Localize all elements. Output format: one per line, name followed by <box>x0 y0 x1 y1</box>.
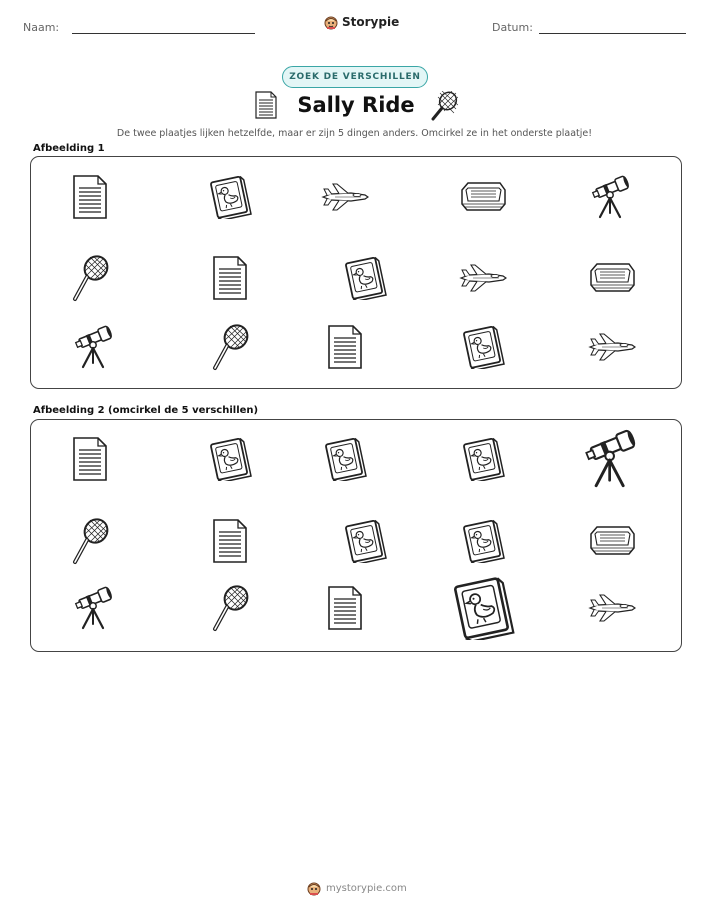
document-icon <box>326 585 364 631</box>
picture2-duck-book-cell[interactable] <box>443 503 523 579</box>
picture1-duck-book-cell[interactable] <box>190 159 270 235</box>
picture2-tennis-racket-cell[interactable] <box>190 570 270 646</box>
picture1-duck-book-cell[interactable] <box>325 240 405 316</box>
tennis-racket-icon <box>70 517 110 565</box>
picture1-duck-book-cell[interactable] <box>443 309 523 385</box>
tennis-racket-icon <box>210 323 250 371</box>
picture1-tray-cell[interactable] <box>572 240 652 316</box>
duck-book-icon <box>208 437 252 481</box>
picture2-label: Afbeelding 2 (omcirkel de 5 verschillen) <box>33 405 259 416</box>
duck-book-icon <box>461 437 505 481</box>
duck-book-icon <box>343 519 387 563</box>
title-racket-icon <box>430 91 458 126</box>
picture1-telescope-cell[interactable] <box>572 159 652 235</box>
name-line[interactable] <box>72 33 255 34</box>
picture2-tennis-racket-cell[interactable] <box>50 503 130 579</box>
picture2-duck-book-cell[interactable] <box>305 421 385 497</box>
duck-book-icon <box>343 256 387 300</box>
picture2-tray-cell[interactable] <box>572 503 652 579</box>
picture2-telescope-cell[interactable] <box>572 421 652 497</box>
picture2-duck-book-cell[interactable] <box>443 570 523 646</box>
picture1-tray-cell[interactable] <box>443 159 523 235</box>
picture2-duck-book-cell[interactable] <box>190 421 270 497</box>
activity-badge: ZOEK DE VERSCHILLEN <box>282 66 428 88</box>
picture1-label: Afbeelding 1 <box>33 143 105 154</box>
picture2-duck-book-cell[interactable] <box>325 503 405 579</box>
jet-icon <box>588 593 636 623</box>
document-icon <box>71 436 109 482</box>
picture1-jet-cell[interactable] <box>305 159 385 235</box>
date-label: Datum: <box>492 21 533 34</box>
jet-icon <box>588 332 636 362</box>
footer <box>306 880 407 896</box>
page-title: Sally Ride <box>297 93 415 117</box>
instructions: De twee plaatjes lijken hetzelfde, maar er zijn 5 dingen anders. Omcirkel ze in het onderste plaatje! <box>116 128 593 139</box>
telescope-icon <box>591 175 633 219</box>
picture1-document-cell[interactable] <box>305 309 385 385</box>
pie-mascot-icon <box>306 880 322 896</box>
brand-name: Storypie <box>342 15 400 29</box>
picture2-duck-book-cell[interactable] <box>443 421 523 497</box>
name-label: Naam: <box>23 21 60 34</box>
jet-icon <box>459 263 507 293</box>
duck-book-icon <box>323 437 367 481</box>
document-icon <box>211 255 249 301</box>
document-icon <box>211 518 249 564</box>
picture1-telescope-cell[interactable] <box>55 309 135 385</box>
duck-book-icon <box>461 325 505 369</box>
title-document-icon <box>254 91 278 124</box>
document-icon <box>71 174 109 220</box>
brand-logo <box>323 14 399 30</box>
pie-mascot-icon <box>323 14 339 30</box>
picture1-jet-cell[interactable] <box>443 240 523 316</box>
telescope-icon <box>74 325 116 369</box>
date-line[interactable] <box>539 33 686 34</box>
document-icon <box>326 324 364 370</box>
telescope-icon <box>584 429 641 488</box>
duck-book-icon <box>208 175 252 219</box>
picture2-document-cell[interactable] <box>190 503 270 579</box>
picture1-document-cell[interactable] <box>50 159 130 235</box>
footer-url[interactable]: mystorypie.com <box>326 882 407 894</box>
telescope-icon <box>74 586 116 630</box>
picture2-document-cell[interactable] <box>50 421 130 497</box>
picture2-telescope-cell[interactable] <box>55 570 135 646</box>
tray-icon <box>458 180 508 214</box>
picture2-jet-cell[interactable] <box>572 570 652 646</box>
jet-icon <box>321 182 369 212</box>
duck-book-icon <box>451 576 515 640</box>
picture1-jet-cell[interactable] <box>572 309 652 385</box>
picture2-document-cell[interactable] <box>305 570 385 646</box>
tray-icon <box>587 524 637 558</box>
picture1-document-cell[interactable] <box>190 240 270 316</box>
tennis-racket-icon <box>210 584 250 632</box>
duck-book-icon <box>461 519 505 563</box>
picture1-tennis-racket-cell[interactable] <box>50 240 130 316</box>
tennis-racket-icon <box>70 254 110 302</box>
tray-icon <box>587 261 637 295</box>
picture1-tennis-racket-cell[interactable] <box>190 309 270 385</box>
